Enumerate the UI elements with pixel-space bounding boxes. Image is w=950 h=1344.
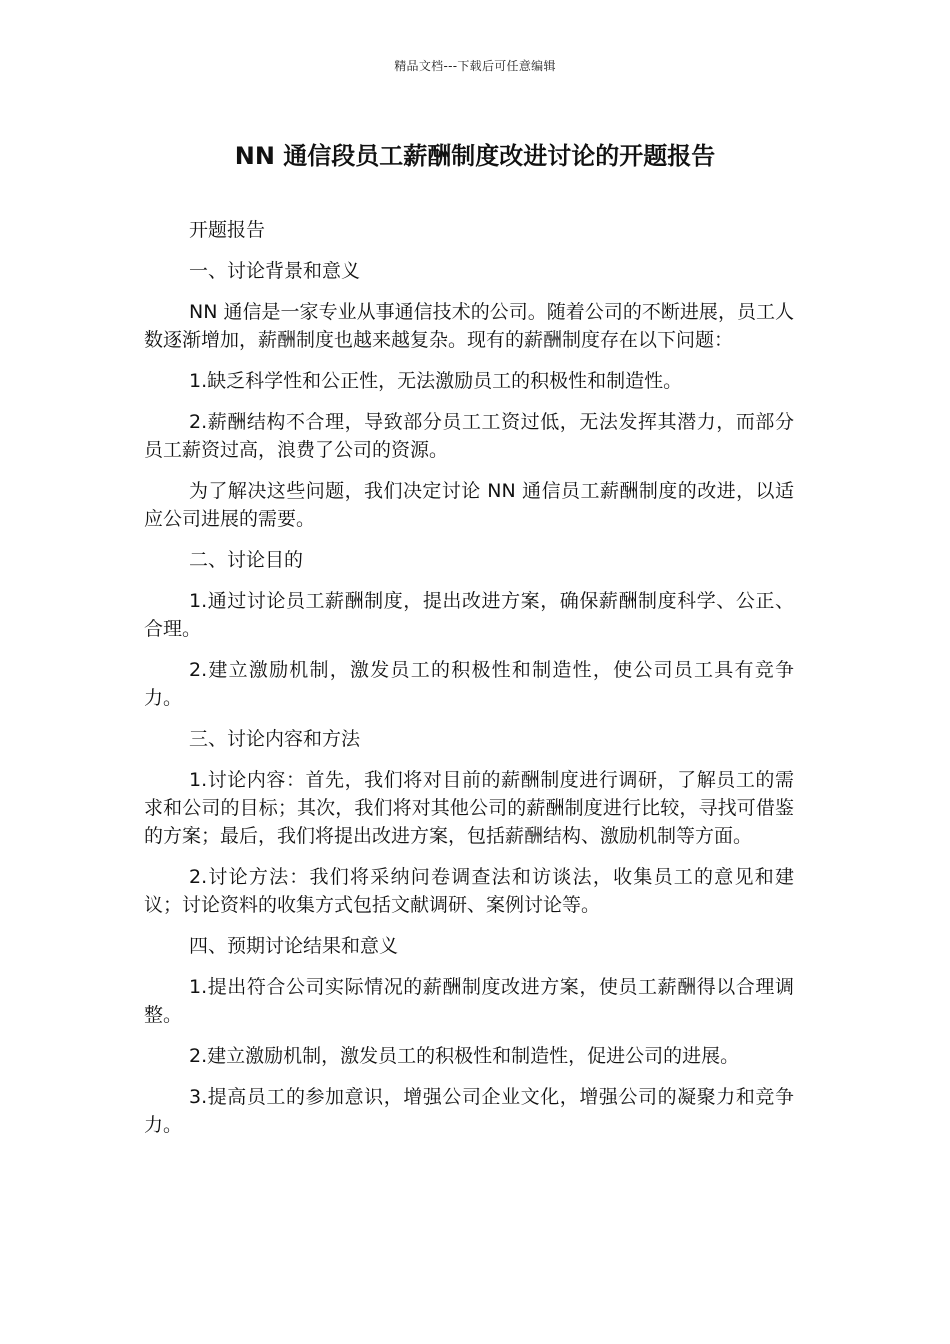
- purpose-item-1: 1.通过讨论员工薪酬制度，提出改进方案，确保薪酬制度科学、公正、合理。: [144, 590, 794, 640]
- section-heading-content-method: 三、讨论内容和方法: [189, 728, 361, 750]
- problem-item-1: 1.缺乏科学性和公正性，无法激励员工的积极性和制造性。: [189, 370, 683, 392]
- result-item-3: 3.提高员工的参加意识，增强公司企业文化，增强公司的凝聚力和竞争力。: [144, 1086, 794, 1136]
- document-title: NN 通信段员工薪酬制度改进讨论的开题报告: [234, 142, 716, 170]
- result-item-2: 2.建立激励机制，激发员工的积极性和制造性，促进公司的进展。: [189, 1045, 740, 1067]
- header-note: 精品文档---下载后可任意编辑: [394, 59, 556, 73]
- document-body: [144, 216, 794, 1152]
- problem-item-2: 2.薪酬结构不合理，导致部分员工工资过低，无法发挥其潜力，而部分员工薪资过高，浪费了公司的资源。: [144, 411, 794, 461]
- paragraph-company-intro: NN 通信是一家专业从事通信技术的公司。随着公司的不断进展，员工人数逐渐增加，薪酬制度也越来越复杂。现有的薪酬制度存在以下问题：: [144, 301, 794, 351]
- result-item-1: 1.提出符合公司实际情况的薪酬制度改进方案，使员工薪酬得以合理调整。: [144, 976, 794, 1026]
- content-item-1: 1.讨论内容：首先，我们将对目前的薪酬制度进行调研，了解员工的需求和公司的目标；其次，我们将对其他公司的薪酬制度进行比较，寻找可借鉴的方案；最后，我们将提出改进方案，包括薪酬结构、激励机制等方面。: [144, 769, 794, 847]
- paragraph-report-label: 开题报告: [189, 219, 266, 241]
- section-heading-purpose: 二、讨论目的: [189, 549, 304, 571]
- purpose-item-2: 2.建立激励机制，激发员工的积极性和制造性，使公司员工具有竞争力。: [144, 659, 794, 709]
- paragraph-decision: 为了解决这些问题，我们决定讨论 NN 通信员工薪酬制度的改进，以适应公司进展的需要。: [144, 480, 794, 530]
- section-heading-expected-results: 四、预期讨论结果和意义: [189, 935, 399, 957]
- section-heading-background: 一、讨论背景和意义: [189, 260, 361, 282]
- method-item-2: 2.讨论方法：我们将采纳问卷调查法和访谈法，收集员工的意见和建议；讨论资料的收集方式包括文献调研、案例讨论等。: [144, 866, 794, 916]
